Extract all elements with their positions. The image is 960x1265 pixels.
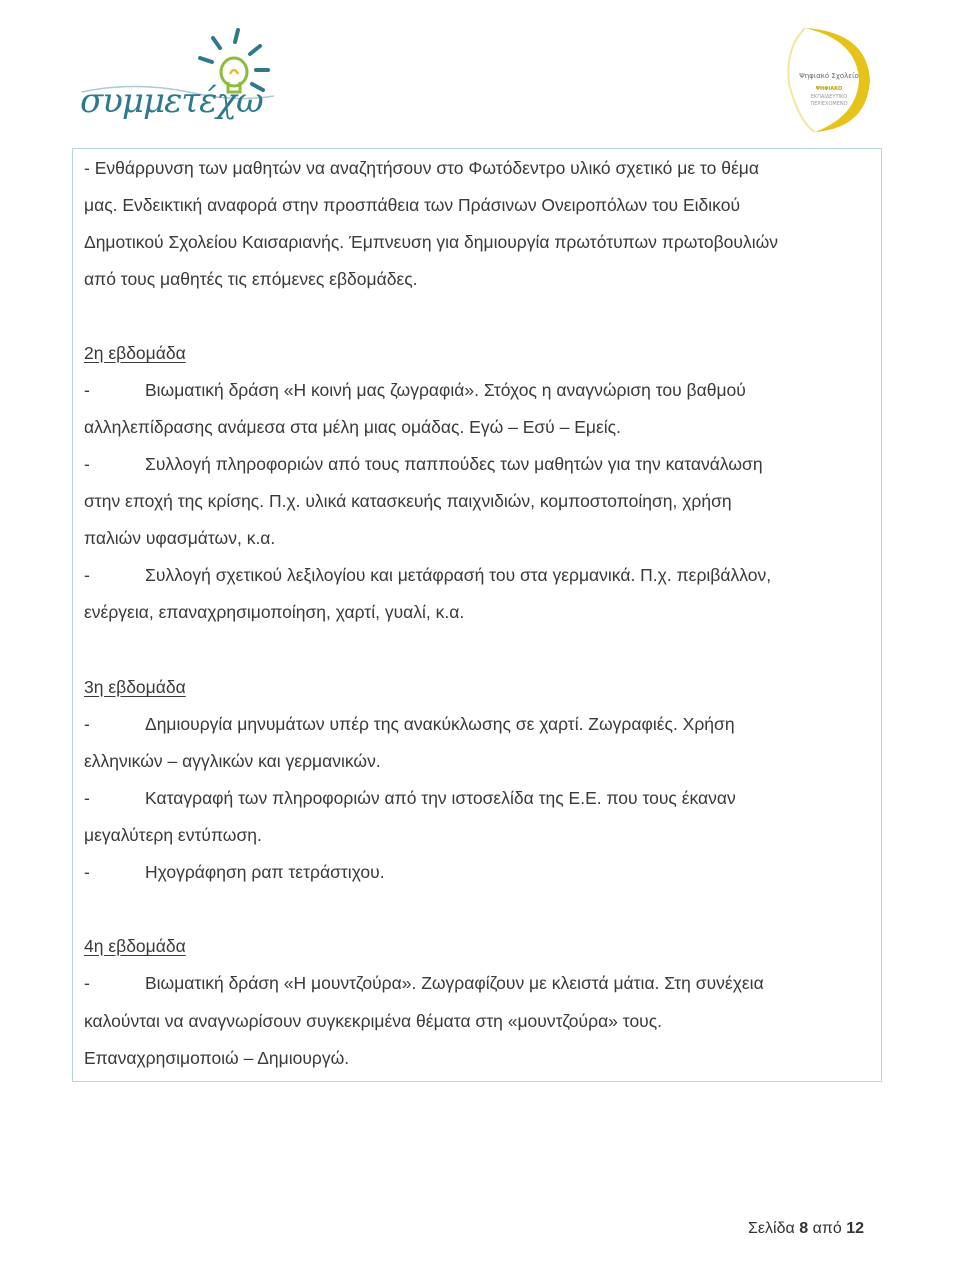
week3-item-1-cont: ελληνικών – αγγλικών και γερμανικών. [84, 751, 381, 771]
bullet-dash: - [84, 788, 90, 808]
bullet-dash: - [84, 454, 90, 474]
week4-item-1: Βιωματική δράση «Η μουντζούρα». Ζωγραφίζουν με κλειστά μάτια. Στη συνέχεια [145, 973, 764, 993]
week4-item-1-cont: καλούνται να αναγνωρίσουν συγκεκριμένα θέματα στη «μουντζούρα» τους. [84, 1011, 663, 1031]
week3-item-1: Δημιουργία μηνυμάτων υπέρ της ανακύκλωσης σε χαρτί. Ζωγραφιές. Χρήση [145, 714, 735, 734]
week2-item-2-cont: παλιών υφασμάτων, κ.α. [84, 528, 276, 548]
page-label: Σελίδα [748, 1220, 795, 1237]
lightbulb-sun-icon [78, 22, 278, 122]
intro-line: - Ενθάρρυνση των μαθητών να αναζητήσουν στο Φωτόδεντρο υλικό σχετικό με το θέμα [84, 158, 759, 178]
symmetexo-logo [78, 22, 278, 122]
week2-item-1-cont: αλληλεπίδρασης ανάμεσα στα μέλη μιας ομάδας. Εγώ – Εσύ – Εμείς. [84, 417, 621, 437]
week2-item-3: Συλλογή σχετικού λεξιλογίου και μετάφρασή του στα γερμανικά. Π.χ. περιβάλλον, [145, 565, 772, 585]
seal-text-line2: ΨΗΦΙΑΚΟ [815, 86, 843, 92]
bullet-dash: - [84, 565, 90, 585]
total-pages: 12 [846, 1220, 864, 1237]
week2-heading: 2η εβδομάδα [84, 343, 186, 363]
intro-line: Δημοτικού Σχολείου Καισαριανής. Έμπνευση για δημιουργία πρωτότυπων πρωτοβουλιών [84, 232, 779, 252]
bullet-dash: - [84, 380, 90, 400]
bullet-dash: - [84, 714, 90, 734]
week2-item-2-cont: στην εποχή της κρίσης. Π.χ. υλικά κατασκευής παιχνιδιών, κομποστοποίηση, χρήση [84, 491, 732, 511]
week3-item-2: Καταγραφή των πληροφοριών από την ιστοσελίδα της Ε.Ε. που τους έκαναν [145, 788, 736, 808]
svg-text:συμμετέχω: συμμετέχω [80, 81, 263, 121]
intro-line: από τους μαθητές τις επόμενες εβδομάδες. [84, 269, 418, 289]
week2-item-2: Συλλογή πληροφοριών από τους παππούδες των μαθητών για την κατανάλωση [145, 454, 763, 474]
week2-item-1: Βιωματική δράση «Η κοινή μας ζωγραφιά». Στόχος η αναγνώριση του βαθμού [145, 380, 746, 400]
week3-item-2-cont: μεγαλύτερη εντύπωση. [84, 825, 262, 845]
seal-text-line3: ΕΚΠΑΙΔΕΥΤΙΚΟ [810, 94, 848, 100]
week2-item-3-cont: ενέργεια, επαναχρησιμοποίηση, χαρτί, γυαλί, κ.α. [84, 602, 465, 622]
current-page: 8 [799, 1220, 809, 1237]
bullet-dash: - [84, 973, 90, 993]
bullet-dash: - [84, 862, 90, 882]
week3-heading: 3η εβδομάδα [84, 677, 186, 697]
page-number [748, 1220, 864, 1238]
page-of: από [812, 1220, 842, 1237]
week3-item-3: Ηχογράφηση ραπ τετράστιχου. [145, 862, 385, 882]
seal-text-line4: ΠΕΡΙΕΧΟΜΕΝΟ [810, 101, 848, 107]
week4-heading: 4η εβδομάδα [84, 936, 186, 956]
intro-line: μας. Ενδεικτική αναφορά στην προσπάθεια των Πράσινων Ονειροπόλων του Ειδικού [84, 195, 741, 215]
week4-item-1-cont: Επαναχρησιμοποιώ – Δημιουργώ. [84, 1048, 350, 1068]
seal-text-title: Ψηφιακό Σχολείο [799, 72, 859, 80]
